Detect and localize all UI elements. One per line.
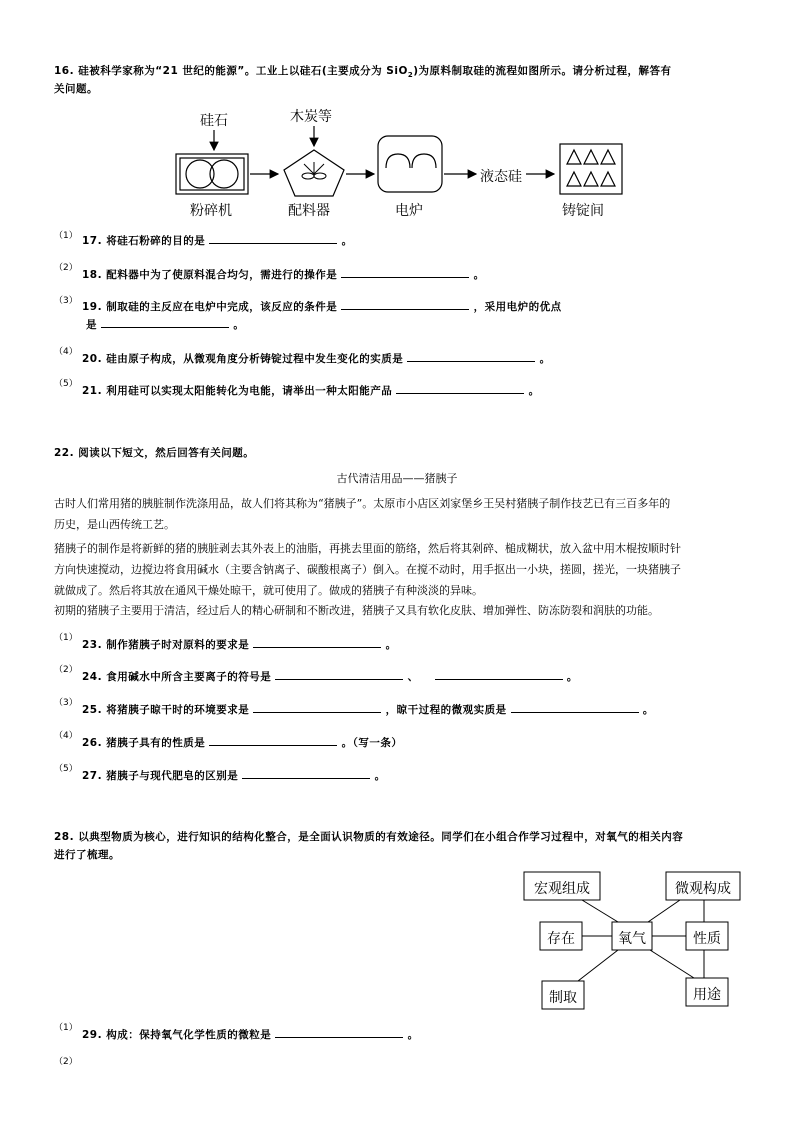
sub-question-23 — [82, 636, 397, 654]
question-text: 是 — [86, 319, 97, 331]
node-existence: 存在 — [547, 931, 575, 947]
sub-number: （1） — [54, 231, 78, 241]
answer-blank[interactable] — [396, 383, 524, 394]
question-mid: ，采用电炉的优点 — [473, 301, 562, 313]
flow-step1: 粉碎机 — [190, 203, 232, 219]
node-center-oxygen: 氧气 — [618, 931, 646, 947]
sub-question-24 — [82, 668, 578, 686]
sub-question-25 — [82, 701, 654, 719]
sub-number: （1） — [54, 633, 78, 643]
answer-blank[interactable] — [242, 768, 370, 779]
q28-stem: 28. 以典型物质为核心，进行知识的结构化整合，是全面认识物质的有效途径。同学们在小组合作学习过程中，对氧气的相关内容 — [54, 831, 684, 843]
question-end: 。 — [642, 704, 654, 716]
question-text: 21. 利用硅可以实现太阳能转化为电能，请举出一种太阳能产品 — [82, 385, 393, 397]
question-mid: 、 — [407, 671, 419, 683]
passage-line: 历史，是山西传统工艺。 — [54, 518, 175, 531]
answer-blank[interactable] — [275, 1027, 403, 1038]
answer-blank[interactable] — [101, 317, 229, 328]
sub-number: （2） — [54, 263, 78, 273]
passage-line: 方向快速搅动，边搅边将食用碱水（主要含钠离子、碳酸根离子）倒入。在搅不动时，用手抠出一小块，搓圆，搓光，一块猪胰子 — [54, 563, 681, 576]
answer-blank[interactable] — [341, 267, 469, 278]
q16-text-b: )为原料制取硅的流程如图所示。请分析过程，解答有 — [413, 65, 672, 77]
mixer-icon — [284, 150, 344, 196]
question-mid: ，晾干过程的微观实质是 — [385, 704, 507, 716]
q22-intro: 22. 阅读以下短文，然后回答有关问题。 — [54, 447, 255, 459]
sub-question-21 — [82, 382, 540, 400]
sub-question-19-line2 — [86, 316, 244, 334]
flow-step2: 配料器 — [288, 203, 330, 219]
node-properties: 性质 — [693, 931, 721, 947]
question-text: 26. 猪胰子具有的性质是 — [82, 737, 206, 749]
question-end: 。 — [539, 353, 551, 365]
answer-blank[interactable] — [511, 702, 639, 713]
q28-stem-line2: 进行了梳理。 — [54, 849, 120, 861]
flow-input2: 木炭等 — [290, 109, 332, 125]
question-text: 27. 猪胰子与现代肥皂的区别是 — [82, 770, 239, 782]
sub-question-26 — [82, 734, 402, 752]
passage-paragraph-3: 初期的猪胰子主要用于清洁，经过后人的精心研制和不断改进，猪胰子又具有软化皮肤、增加弹性、防冻防裂和润肤的功能。 — [54, 604, 659, 617]
sub-question-18 — [82, 266, 485, 284]
sub-number: （3） — [54, 296, 78, 306]
sub-number: （5） — [54, 379, 78, 389]
furnace-icon — [378, 136, 442, 192]
question-end: 。 — [566, 671, 578, 683]
question-end: 。 — [385, 639, 397, 651]
question-end: 。 — [233, 319, 245, 331]
question-text: 29. 构成：保持氧气化学性质的微粒是 — [82, 1029, 272, 1041]
question-text: 25. 将猪胰子晾干时的环境要求是 — [82, 704, 250, 716]
flow-mid: 液态硅 — [480, 169, 522, 185]
question-text: 20. 硅由原子构成，从微观角度分析铸锭过程中发生变化的实质是 — [82, 353, 404, 365]
passage-line: 古时人们常用猪的胰脏制作洗涤用品，故人们将其称为“猪胰子”。太原市小店区刘家堡乡王吴村猪胰子制作技艺已有三百多年的 — [54, 497, 671, 510]
answer-blank[interactable] — [209, 233, 337, 244]
passage-paragraph-2 — [54, 538, 754, 601]
sub-number: （2） — [54, 1057, 78, 1067]
passage-line: 就做成了。然后将其放在通风干燥处晾干，就可使用了。做成的猪胰子有种淡淡的异味。 — [54, 584, 483, 597]
question-text: 24. 食用碱水中所含主要离子的符号是 — [82, 671, 272, 683]
answer-blank[interactable] — [253, 702, 381, 713]
grinder-icon — [176, 154, 248, 194]
answer-blank[interactable] — [275, 669, 403, 680]
question-text: 23. 制作猪胰子时对原料的要求是 — [82, 639, 250, 651]
question-text: 19. 制取硅的主反应在电炉中完成，该反应的条件是 — [82, 301, 338, 313]
passage-paragraph-1 — [54, 493, 754, 535]
question-end: 。 — [374, 770, 386, 782]
sub-number: （4） — [54, 347, 78, 357]
sub-question-27 — [82, 767, 386, 785]
q16-text-a: 16. 硅被科学家称为“21 世纪的能源”。工业上以硅石(主要成分为 SiO — [54, 65, 408, 77]
sub-number: （4） — [54, 731, 78, 741]
sub-number: （3） — [54, 698, 78, 708]
sub-number: （5） — [54, 764, 78, 774]
oxygen-mindmap — [520, 868, 744, 1014]
sub-question-29 — [82, 1026, 419, 1044]
answer-blank[interactable] — [209, 735, 337, 746]
flow-step4: 铸锭间 — [562, 203, 604, 219]
sub-question-17 — [82, 232, 353, 250]
process-flowchart — [170, 104, 630, 220]
sub-question-20 — [82, 350, 551, 368]
answer-blank[interactable] — [253, 637, 381, 648]
node-macro-composition: 宏观组成 — [534, 881, 590, 897]
flow-step3: 电炉 — [395, 203, 423, 219]
answer-blank[interactable] — [435, 669, 563, 680]
sub-number: （1） — [54, 1023, 78, 1033]
q16-stem — [54, 62, 754, 84]
question-end: 。 — [473, 269, 485, 281]
sub-question-19 — [82, 298, 562, 316]
ingot-room-icon — [560, 144, 622, 194]
answer-blank[interactable] — [341, 299, 469, 310]
question-end: 。 — [407, 1029, 419, 1041]
passage-line: 猪胰子的制作是将新鲜的猪的胰脏剥去其外表上的油脂，再挑去里面的筋络，然后将其剁碎、槌成糊状，放入盆中用木棍按顺时针 — [54, 542, 681, 555]
question-end: 。（写一条） — [341, 737, 403, 749]
q16-subscript: 2 — [407, 71, 414, 80]
question-text: 17. 将硅石粉碎的目的是 — [82, 235, 206, 247]
passage-title: 古代清洁用品——猪胰子 — [336, 472, 458, 485]
question-text: 18. 配料器中为了使原料混合均匀，需进行的操作是 — [82, 269, 338, 281]
answer-blank[interactable] — [407, 351, 535, 362]
node-uses: 用途 — [693, 987, 721, 1003]
question-end: 。 — [341, 235, 353, 247]
node-preparation: 制取 — [549, 990, 577, 1006]
q16-stem-line2: 关问题。 — [54, 83, 98, 95]
question-end: 。 — [528, 385, 540, 397]
sub-number: （2） — [54, 665, 78, 675]
node-micro-structure: 微观构成 — [675, 881, 731, 897]
flow-input1: 硅石 — [200, 113, 228, 129]
